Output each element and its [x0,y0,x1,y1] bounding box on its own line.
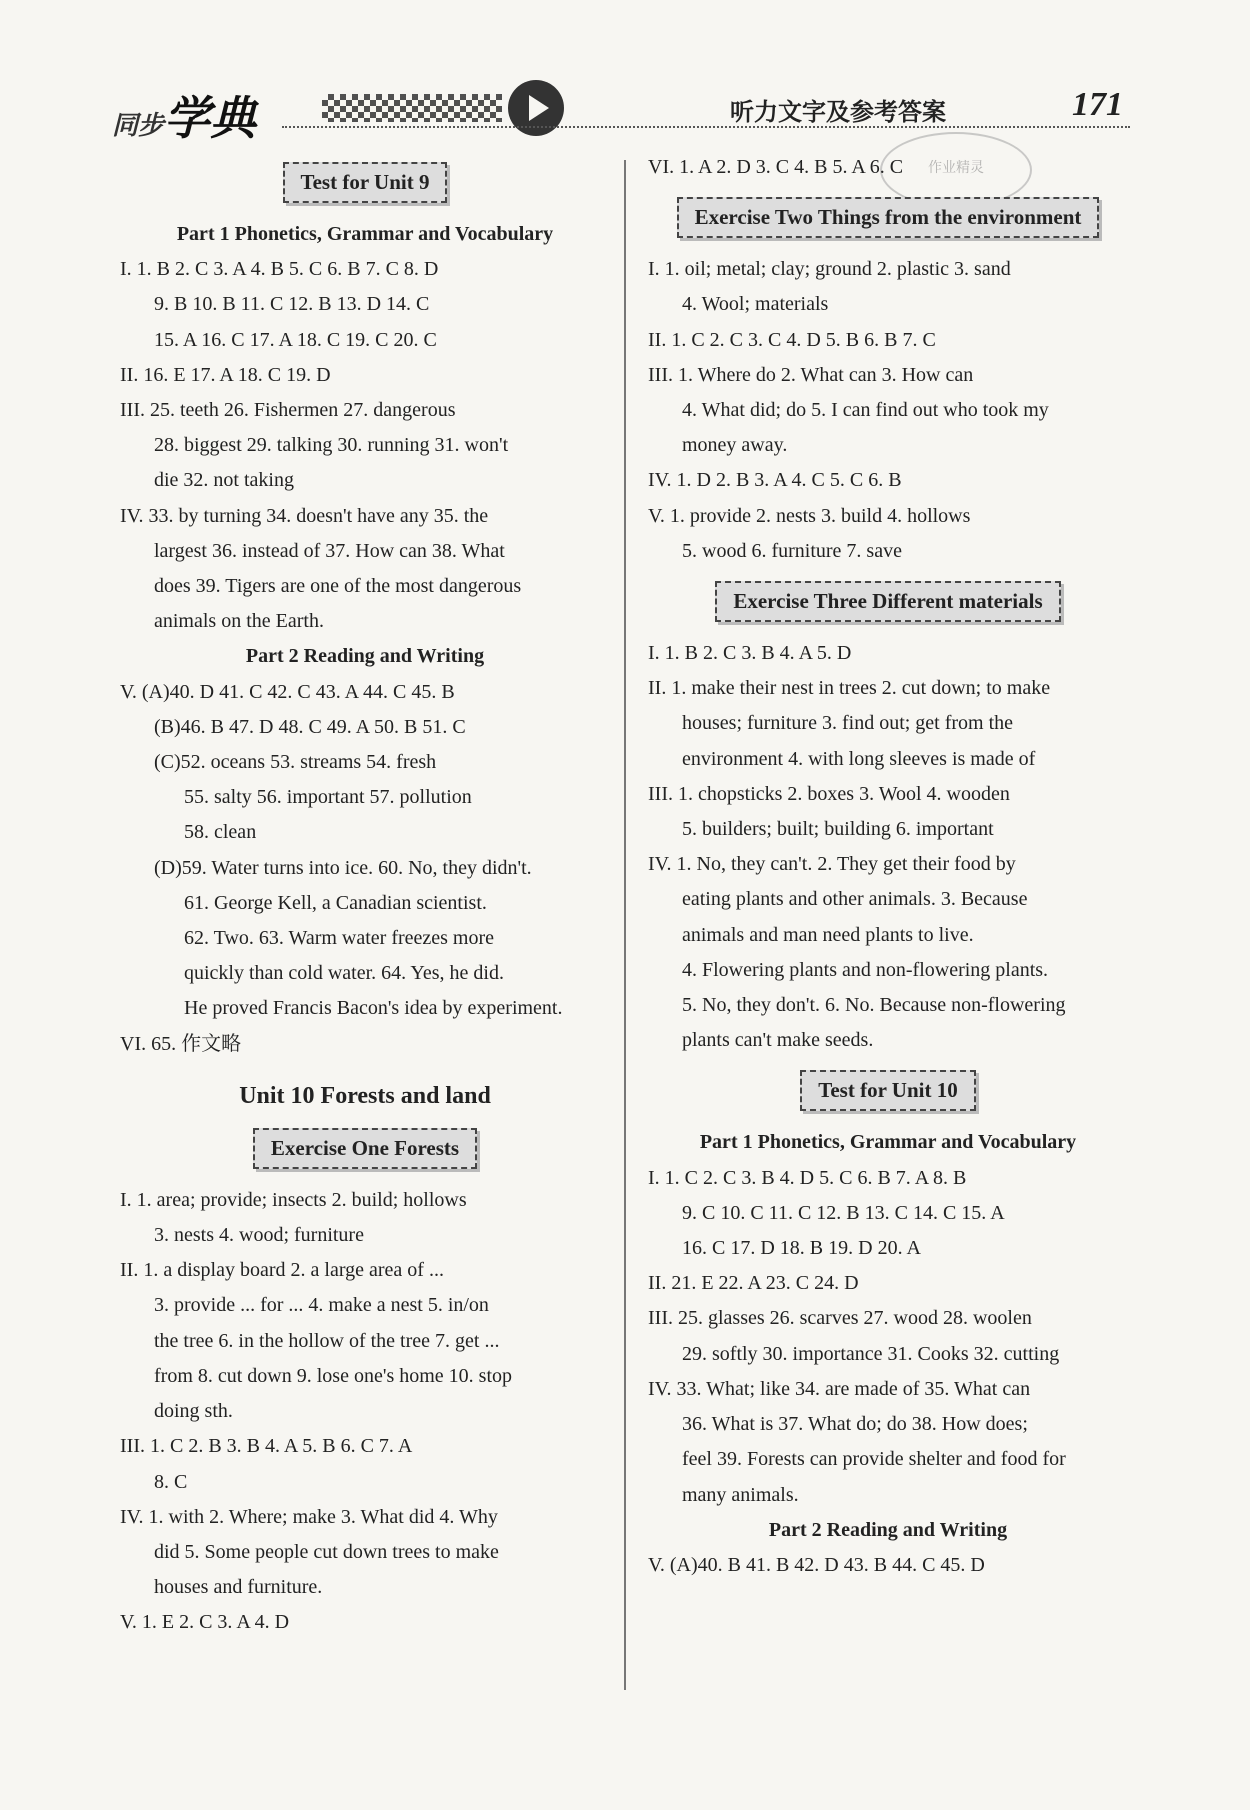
answer-line: (D)59. Water turns into ice. 60. No, they didn't. [154,856,532,879]
logo-big: 学典 [164,91,257,145]
answer-line: VI. 65. 作文略 [120,1032,242,1055]
answer-line: 15. A 16. C 17. A 18. C 19. C 20. C [154,328,437,351]
header-rule [282,126,1130,128]
answer-line: houses and furniture. [154,1576,323,1599]
answer-line: III. 1. Where do 2. What can 3. How can [648,363,974,386]
answer-line: III. 25. teeth 26. Fishermen 27. dangerous [120,399,456,422]
unit10-title: Unit 10 Forests and land [239,1082,491,1109]
answer-line: IV. 33. What; like 34. are made of 35. What can [648,1377,1031,1400]
answer-line: VI. 1. A 2. D 3. C 4. B 5. A 6. C [648,156,904,178]
answer-line: (C)52. oceans 53. streams 54. fresh [154,751,437,774]
answer-line: die 32. not taking [154,469,294,492]
logo-small: 同步 [112,111,165,141]
answer-line: 62. Two. 63. Warm water freezes more [184,927,495,950]
test9-part2-title: Part 2 Reading and Writing [245,645,485,668]
test10-title: Test for Unit 10 [800,1070,975,1111]
answer-line: 3. nests 4. wood; furniture [154,1224,364,1247]
answer-line: II. 1. a display board 2. a large area of ... [120,1259,444,1282]
answer-line: many animals. [682,1483,799,1506]
answer-line: houses; furniture 3. find out; get from the [682,712,1014,735]
test10-part2-title: Part 2 Reading and Writing [768,1518,1008,1541]
answer-line: He proved Francis Bacon's idea by experiment. [184,997,563,1020]
answer-line: 9. C 10. C 11. C 12. B 13. C 14. C 15. A [682,1201,1005,1224]
answer-line: 9. B 10. B 11. C 12. B 13. D 14. C [154,293,430,316]
exercise-two-title: Exercise Two Things from the environment [677,197,1100,238]
answer-line: (B)46. B 47. D 48. C 49. A 50. B 51. C [154,715,466,738]
answer-line: IV. 1. No, they can't. 2. They get their food by [648,853,1016,876]
answer-line: IV. 33. by turning 34. doesn't have any 35. the [120,504,489,527]
watermark-stamp: 作业精灵 [880,132,1032,208]
answer-line: IV. 1. with 2. Where; make 3. What did 4. Why [120,1505,498,1528]
answer-line: I. 1. oil; metal; clay; ground 2. plastic 3. sand [648,258,1011,281]
answer-line: IV. 1. D 2. B 3. A 4. C 5. C 6. B [648,469,902,492]
test10-part1-title: Part 1 Phonetics, Grammar and Vocabulary [699,1131,1077,1154]
right-column [648,150,1128,1583]
answer-line: 4. Flowering plants and non-flowering plants. [682,958,1049,981]
answer-line: 36. What is 37. What do; do 38. How does; [682,1413,1028,1436]
answer-line: 8. C [154,1470,188,1493]
answer-line: V. (A)40. D 41. C 42. C 43. A 44. C 45. B [120,680,455,703]
answer-line: III. 1. C 2. B 3. B 4. A 5. B 6. C 7. A [120,1435,413,1458]
answer-line: doing sth. [154,1400,233,1423]
answer-line: I. 1. area; provide; insects 2. build; hollows [120,1188,467,1211]
answer-line: II. 1. make their nest in trees 2. cut down; to make [648,677,1051,700]
answer-line: money away. [682,434,788,457]
answer-line: 61. George Kell, a Canadian scientist. [184,891,487,914]
answer-line: III. 25. glasses 26. scarves 27. wood 28. woolen [648,1307,1032,1330]
answer-line: did 5. Some people cut down trees to make [154,1540,499,1563]
exercise-one-title: Exercise One Forests [253,1128,477,1169]
answer-line: 55. salty 56. important 57. pollution [184,786,472,809]
answer-line: 5. wood 6. furniture 7. save [682,539,902,562]
left-column [120,150,610,1641]
answer-line: 58. clean [184,821,257,844]
book-logo [112,82,256,148]
exercise-three-title: Exercise Three Different materials [715,581,1060,622]
answer-line: quickly than cold water. 64. Yes, he did. [184,962,504,985]
answer-line: I. 1. B 2. C 3. B 4. A 5. D [648,642,852,665]
answer-line: animals on the Earth. [154,610,324,633]
answer-line: II. 16. E 17. A 18. C 19. D [120,363,331,386]
header-title: 听力文字及参考答案 [730,98,946,126]
answer-line: feel 39. Forests can provide shelter and food for [682,1448,1066,1471]
answer-line: the tree 6. in the hollow of the tree 7. get ... [154,1329,500,1352]
answer-line: II. 1. C 2. C 3. C 4. D 5. B 6. B 7. C [648,328,936,351]
answer-line: 5. builders; built; building 6. important [682,818,994,841]
checker-decoration [322,94,502,122]
answer-line: 28. biggest 29. talking 30. running 31. won't [154,434,509,457]
answer-line: 4. Wool; materials [682,293,829,316]
answer-line: eating plants and other animals. 3. Because [682,888,1028,911]
page-number: 171 [1072,86,1123,123]
answer-line: I. 1. B 2. C 3. A 4. B 5. C 6. B 7. C 8. D [120,258,439,281]
answer-line: V. (A)40. B 41. B 42. D 43. B 44. C 45. D [648,1553,985,1576]
answer-line: V. 1. E 2. C 3. A 4. D [120,1611,290,1634]
test9-title: Test for Unit 9 [283,162,448,203]
column-divider [624,160,626,1690]
answer-line: plants can't make seeds. [682,1029,874,1052]
answer-line: II. 21. E 22. A 23. C 24. D [648,1272,859,1295]
answer-line: I. 1. C 2. C 3. B 4. D 5. C 6. B 7. A 8. B [648,1166,967,1189]
answer-line: 16. C 17. D 18. B 19. D 20. A [682,1237,921,1260]
answer-line: 4. What did; do 5. I can find out who took my [682,399,1049,422]
answer-line: animals and man need plants to live. [682,923,974,946]
answer-line: does 39. Tigers are one of the most dangerous [154,575,522,598]
answer-line: 29. softly 30. importance 31. Cooks 32. cutting [682,1342,1060,1365]
answer-line: V. 1. provide 2. nests 3. build 4. hollows [648,504,971,527]
answer-line: largest 36. instead of 37. How can 38. What [154,539,505,562]
answer-line: III. 1. chopsticks 2. boxes 3. Wool 4. wooden [648,782,1010,805]
answer-line: 5. No, they don't. 6. No. Because non-flowering [682,994,1066,1017]
test9-part1-title: Part 1 Phonetics, Grammar and Vocabulary [176,223,554,245]
answer-line: from 8. cut down 9. lose one's home 10. stop [154,1364,513,1387]
answer-line: 3. provide ... for ... 4. make a nest 5. in/on [154,1294,489,1317]
answer-line: environment 4. with long sleeves is made of [682,747,1036,770]
